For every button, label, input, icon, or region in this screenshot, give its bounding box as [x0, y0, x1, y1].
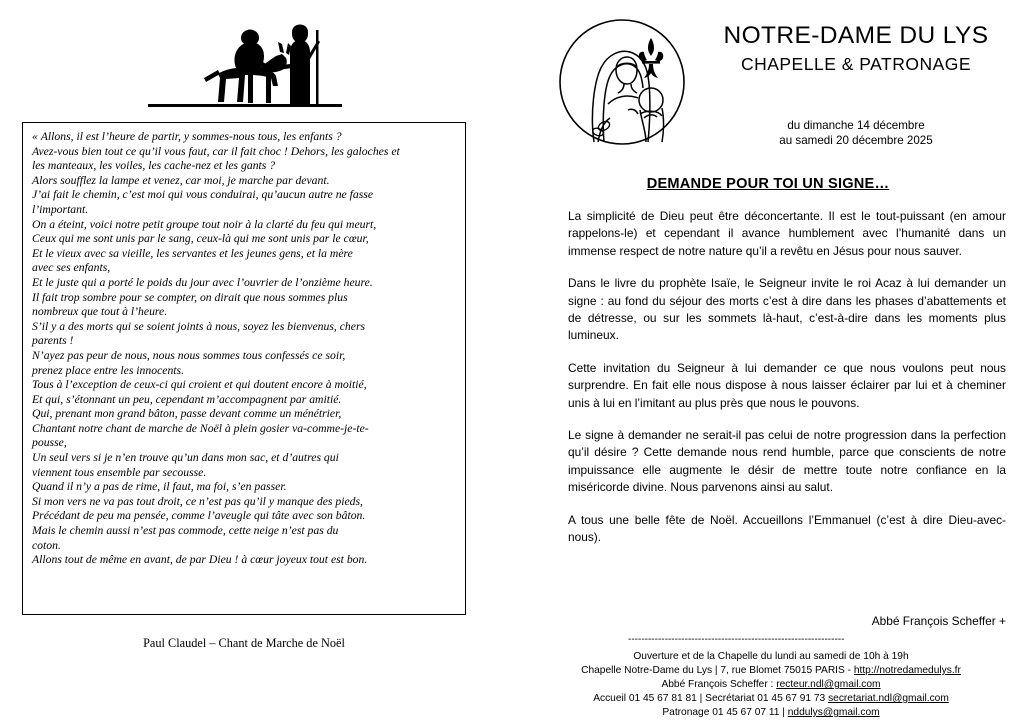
- poem-line: nombreux que tout à l’heure.: [32, 305, 168, 319]
- poem-line: N’ayez pas peur de nous, nous nous sommes tous confessés ce soir,: [32, 348, 346, 362]
- footer-hours: Ouverture et de la Chapelle du lundi au samedi de 10h à 19h: [633, 651, 909, 662]
- poem-line: Chantant notre chant de marche de Noël à plein gosier va-comme-je-te-: [32, 421, 369, 435]
- poem-line: parents !: [32, 334, 74, 348]
- left-column: [0, 0, 500, 709]
- poem-line: les manteaux, les voiles, les cache-nez et les gants ?: [32, 159, 276, 173]
- poem-line: S’il y a des morts qui se soient joints à nous, soyez les bienvenus, chers: [32, 319, 366, 333]
- poem-line: Qui, prenant mon grand bâton, passe devant comme un ménétrier,: [32, 407, 342, 421]
- madonna-and-child-logo: [558, 18, 686, 146]
- article-paragraph: La simplicité de Dieu peut être déconcertante. Il est le tout-puissant (en amour rappelons-le) et cependant il avance humblement avec l’humanité dans un immense respect de notre nature qu’il a revêtu en Jésus pour nous sauver.: [568, 209, 1006, 258]
- poem-line: J’ai fait le chemin, c’est moi qui vous conduirai, qu’aucun autre ne fasse: [32, 188, 374, 202]
- poem-line: Tous à l’exception de ceux-ci qui croient et qui doutent encore à moitié,: [32, 378, 367, 392]
- signature: Abbé François Scheffer +: [871, 614, 1006, 628]
- poem-line: Un seul vers si je n’en trouve qu’un dans mon sac, et d’autres qui: [32, 451, 339, 465]
- poem-box: [22, 122, 466, 615]
- date-range: [696, 118, 1016, 148]
- footer-secretariat-email-link[interactable]: secretariat.ndl@gmail.com: [828, 693, 949, 704]
- org-subtitle: CHAPELLE & PATRONAGE: [740, 54, 972, 74]
- footer-address-text: Chapelle Notre-Dame du Lys | 7, rue Blomet 75015 PARIS -: [581, 665, 854, 676]
- footer-patronage-text: Patronage 01 45 67 07 11 |: [662, 707, 788, 718]
- poem-line: Et le juste qui a porté le poids du jour avec l’ouvrier de l’onzième heure.: [32, 275, 373, 289]
- poem-line: Et qui, s’étonnant un peu, cependant m’accompagnent par amitié.: [32, 392, 342, 406]
- divider: -----------------------------------------------------------------: [628, 634, 845, 645]
- footer-priest-text: Abbé François Scheffer :: [661, 679, 777, 690]
- poem-line: Alors soufflez la lampe et venez, car moi, je marche par devant.: [32, 173, 330, 187]
- poem-line: Il fait trop sombre pour se compter, on dirait que nous sommes plus: [32, 290, 348, 304]
- poem-line: viennent tous ensemble par secousse.: [32, 465, 207, 479]
- article-body: [568, 208, 1006, 547]
- poem-line: Si mon vers ne va pas tout droit, ce n’est pas qu’il y manque des pieds,: [32, 494, 363, 508]
- poem-line: Et le vieux avec sa vieille, les servantes et les jeunes gens, et la mère: [32, 246, 353, 260]
- footer-address: [524, 664, 1018, 678]
- article-paragraph: Cette invitation du Seigneur à lui demander ce que nous voulons peut nous surprendre. En fait elle nous dispose à nous laisser éclairer par lui et à cheminer unis à lui en l’imitant au plus près que nous le pouvons.: [568, 360, 1006, 410]
- footer-patronage: [524, 706, 1018, 720]
- date-line-from: du dimanche 14 décembre: [787, 119, 925, 132]
- footer-priest: [524, 678, 1018, 692]
- nativity-silhouette-illustration: [140, 12, 350, 112]
- footer-accueil: [524, 692, 1018, 706]
- poem-line: Allons tout de même en avant, de par Dieu ! à cœur joyeux tout est bon.: [32, 553, 368, 567]
- org-title: NOTRE-DAME DU LYS: [723, 22, 989, 49]
- date-line-to: au samedi 20 décembre 2025: [779, 134, 933, 147]
- poem-line: Mais le chemin aussi n’est pas commode, cette neige n’est pas du: [32, 524, 339, 538]
- poem-lines: [32, 130, 456, 568]
- article-paragraph: A tous une belle fête de Noël. Accueillons l’Emmanuel (c’est à dire Dieu-avec-nous).: [568, 512, 1006, 545]
- poem-line: prenez place entre les innocents.: [32, 363, 184, 377]
- poem-line: pousse,: [32, 436, 67, 450]
- footer-patronage-email-link[interactable]: nddulys@gmail.com: [787, 707, 880, 718]
- article-headline: DEMANDE POUR TOI UN SIGNE…: [646, 176, 890, 192]
- poem-line: coton.: [32, 538, 61, 552]
- poem-line: Ceux qui me sont unis par le sang, ceux-là qui me sont unis par le cœur,: [32, 232, 369, 246]
- poem-line: On a éteint, voici notre petit groupe tout noir à la clarté du feu qui meurt,: [32, 217, 377, 231]
- footer-accueil-text: Accueil 01 45 67 81 81 | Secrétariat 01 45 67 91 73: [593, 693, 829, 704]
- footer-website-link[interactable]: http://notredamedulys.fr: [853, 665, 961, 676]
- poem-line: avec ses enfants,: [32, 261, 111, 275]
- footer: [524, 650, 1018, 720]
- right-column: [510, 0, 1024, 718]
- footer-priest-email-link[interactable]: recteur.ndl@gmail.com: [776, 679, 881, 690]
- poem-line: Avez-vous bien tout ce qu’il vous faut, car il fait choc ! Dehors, les galoches et: [32, 144, 400, 158]
- article-paragraph: Dans le livre du prophète Isaïe, le Seigneur invite le roi Acaz à lui demander un signe : au fond du séjour des morts c’est à dire dans les phases d’abattements et de détresse, ou sur les sommets là-haut, c’est-à-dire dans les moments plus lumineux.: [568, 276, 1006, 343]
- poem-line: Quand il n’y a pas de rime, il faut, ma foi, s’en passer.: [32, 480, 287, 494]
- poem-line: l’important.: [32, 202, 89, 216]
- poem-credit: Paul Claudel – Chant de Marche de Noël: [143, 636, 345, 650]
- poem-line: « Allons, il est l’heure de partir, y sommes-nous tous, les enfants ?: [32, 130, 342, 143]
- article-paragraph: Le signe à demander ne serait-il pas celui de notre progression dans la perfection qu’il désire ? Cette demande nous rend humble, parce que conscients de notre impuissance elle augmente le désir de mettre toute notre confiance en la miséricorde divine. Nous parvenons ainsi au salut.: [568, 428, 1006, 495]
- masthead: [696, 22, 1016, 75]
- poem-line: Précédant de peu ma pensée, comme l’aveugle qui tâte avec son bâton.: [32, 509, 366, 523]
